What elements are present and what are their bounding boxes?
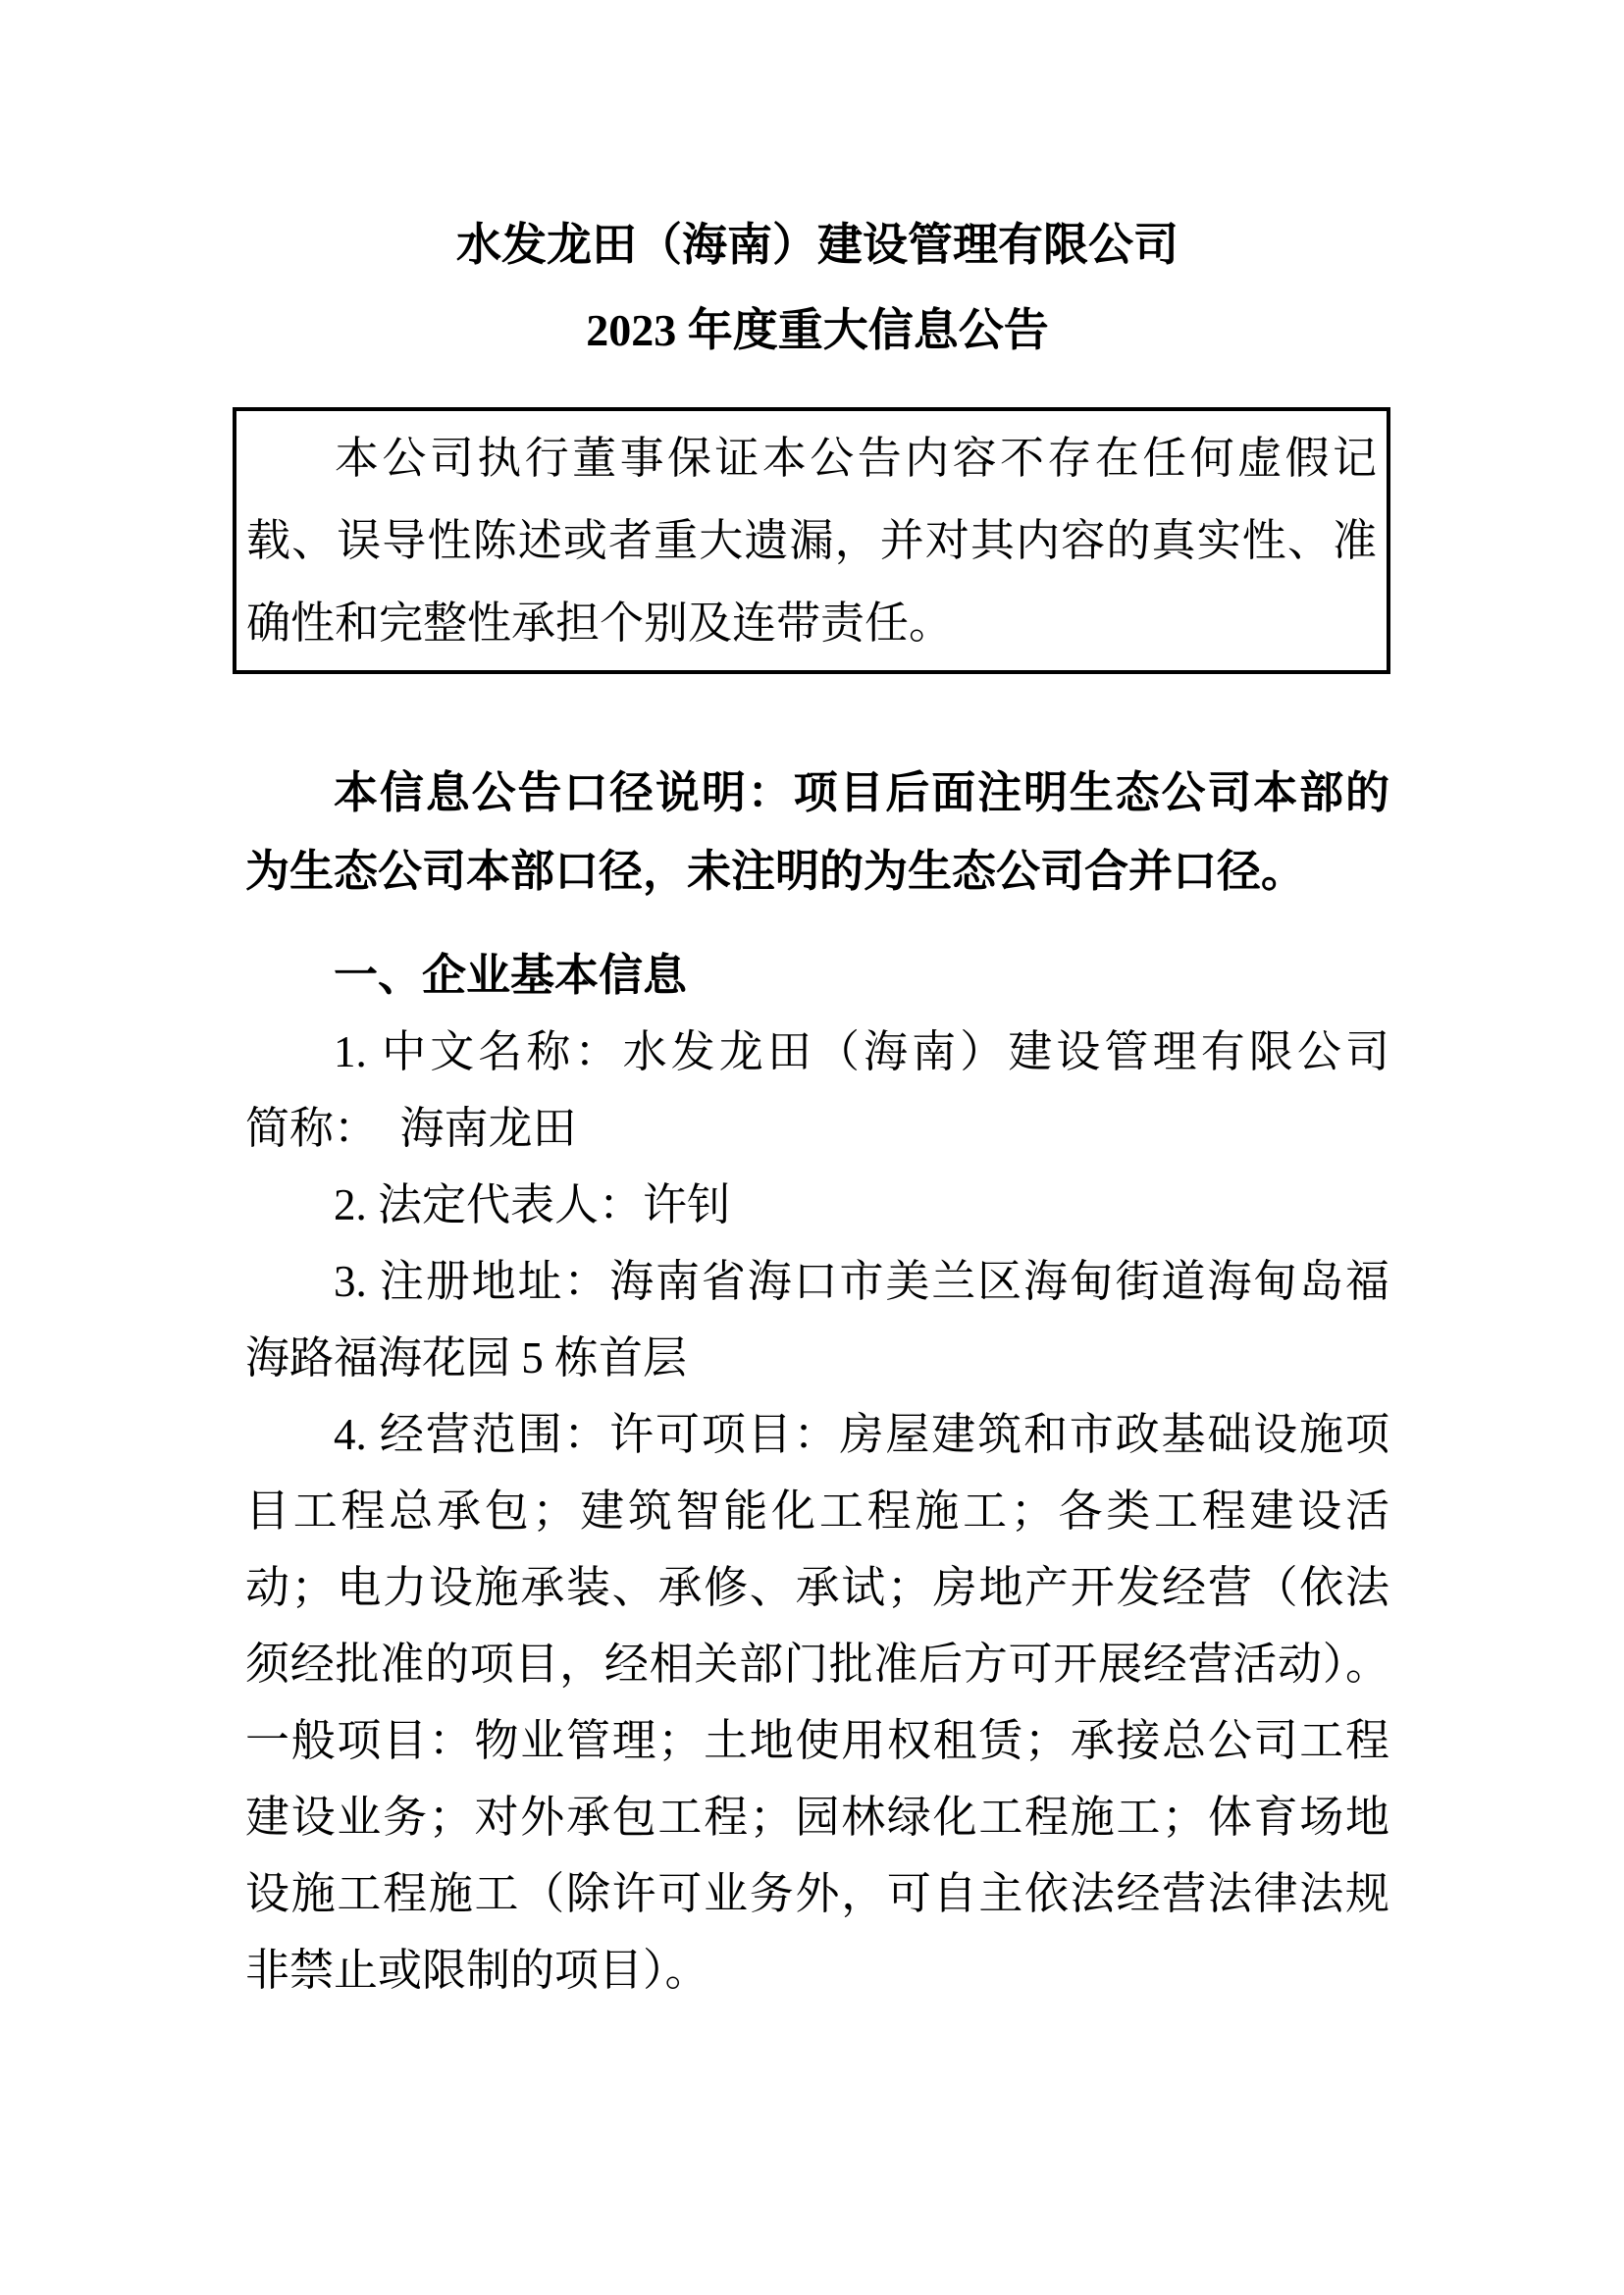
item-legal-representative: 2. 法定代表人：许钊: [334, 1180, 732, 1229]
doc-subtitle: 2023 年度重大信息公告: [586, 305, 1049, 355]
doc-title: 水发龙田（海南）建设管理有限公司: [456, 220, 1179, 270]
caliber-note: 本信息公告口径说明：项目后面注明生态公司本部的为生态公司本部口径，未注明的为生态公司合并口径。: [245, 768, 1389, 896]
section-heading-basic-info: 一、企业基本信息: [334, 951, 688, 1000]
item-registered-address: 3. 注册地址：海南省海口市美兰区海甸街道海甸岛福海路福海花园 5 栋首层: [245, 1257, 1389, 1382]
disclaimer-box: [233, 407, 1390, 674]
item-chinese-name: 1. 中文名称：水发龙田（海南）建设管理有限公司 简称： 海南龙田: [245, 1027, 1435, 1153]
disclaimer-text: 本公司执行董事保证本公告内容不存在任何虚假记载、误导性陈述或者重大遗漏，并对其内容的真实性、准确性和完整性承担个别及连带责任。: [246, 434, 1377, 648]
item-business-scope: 4. 经营范围：许可项目：房屋建筑和市政基础设施项目工程总承包；建筑智能化工程施工；各类工程建设活动；电力设施承装、承修、承试；房地产开发经营（依法须经批准的项目，经相关部门批准后方可开展经营活动）。一般项目：物业管理；土地使用权租赁；承接总公司工程建设业务；对外承包工程；园林绿化工程施工；体育场地设施工程施工（除许可业务外，可自主依法经营法律法规非禁止或限制的项目）。: [245, 1410, 1389, 1995]
